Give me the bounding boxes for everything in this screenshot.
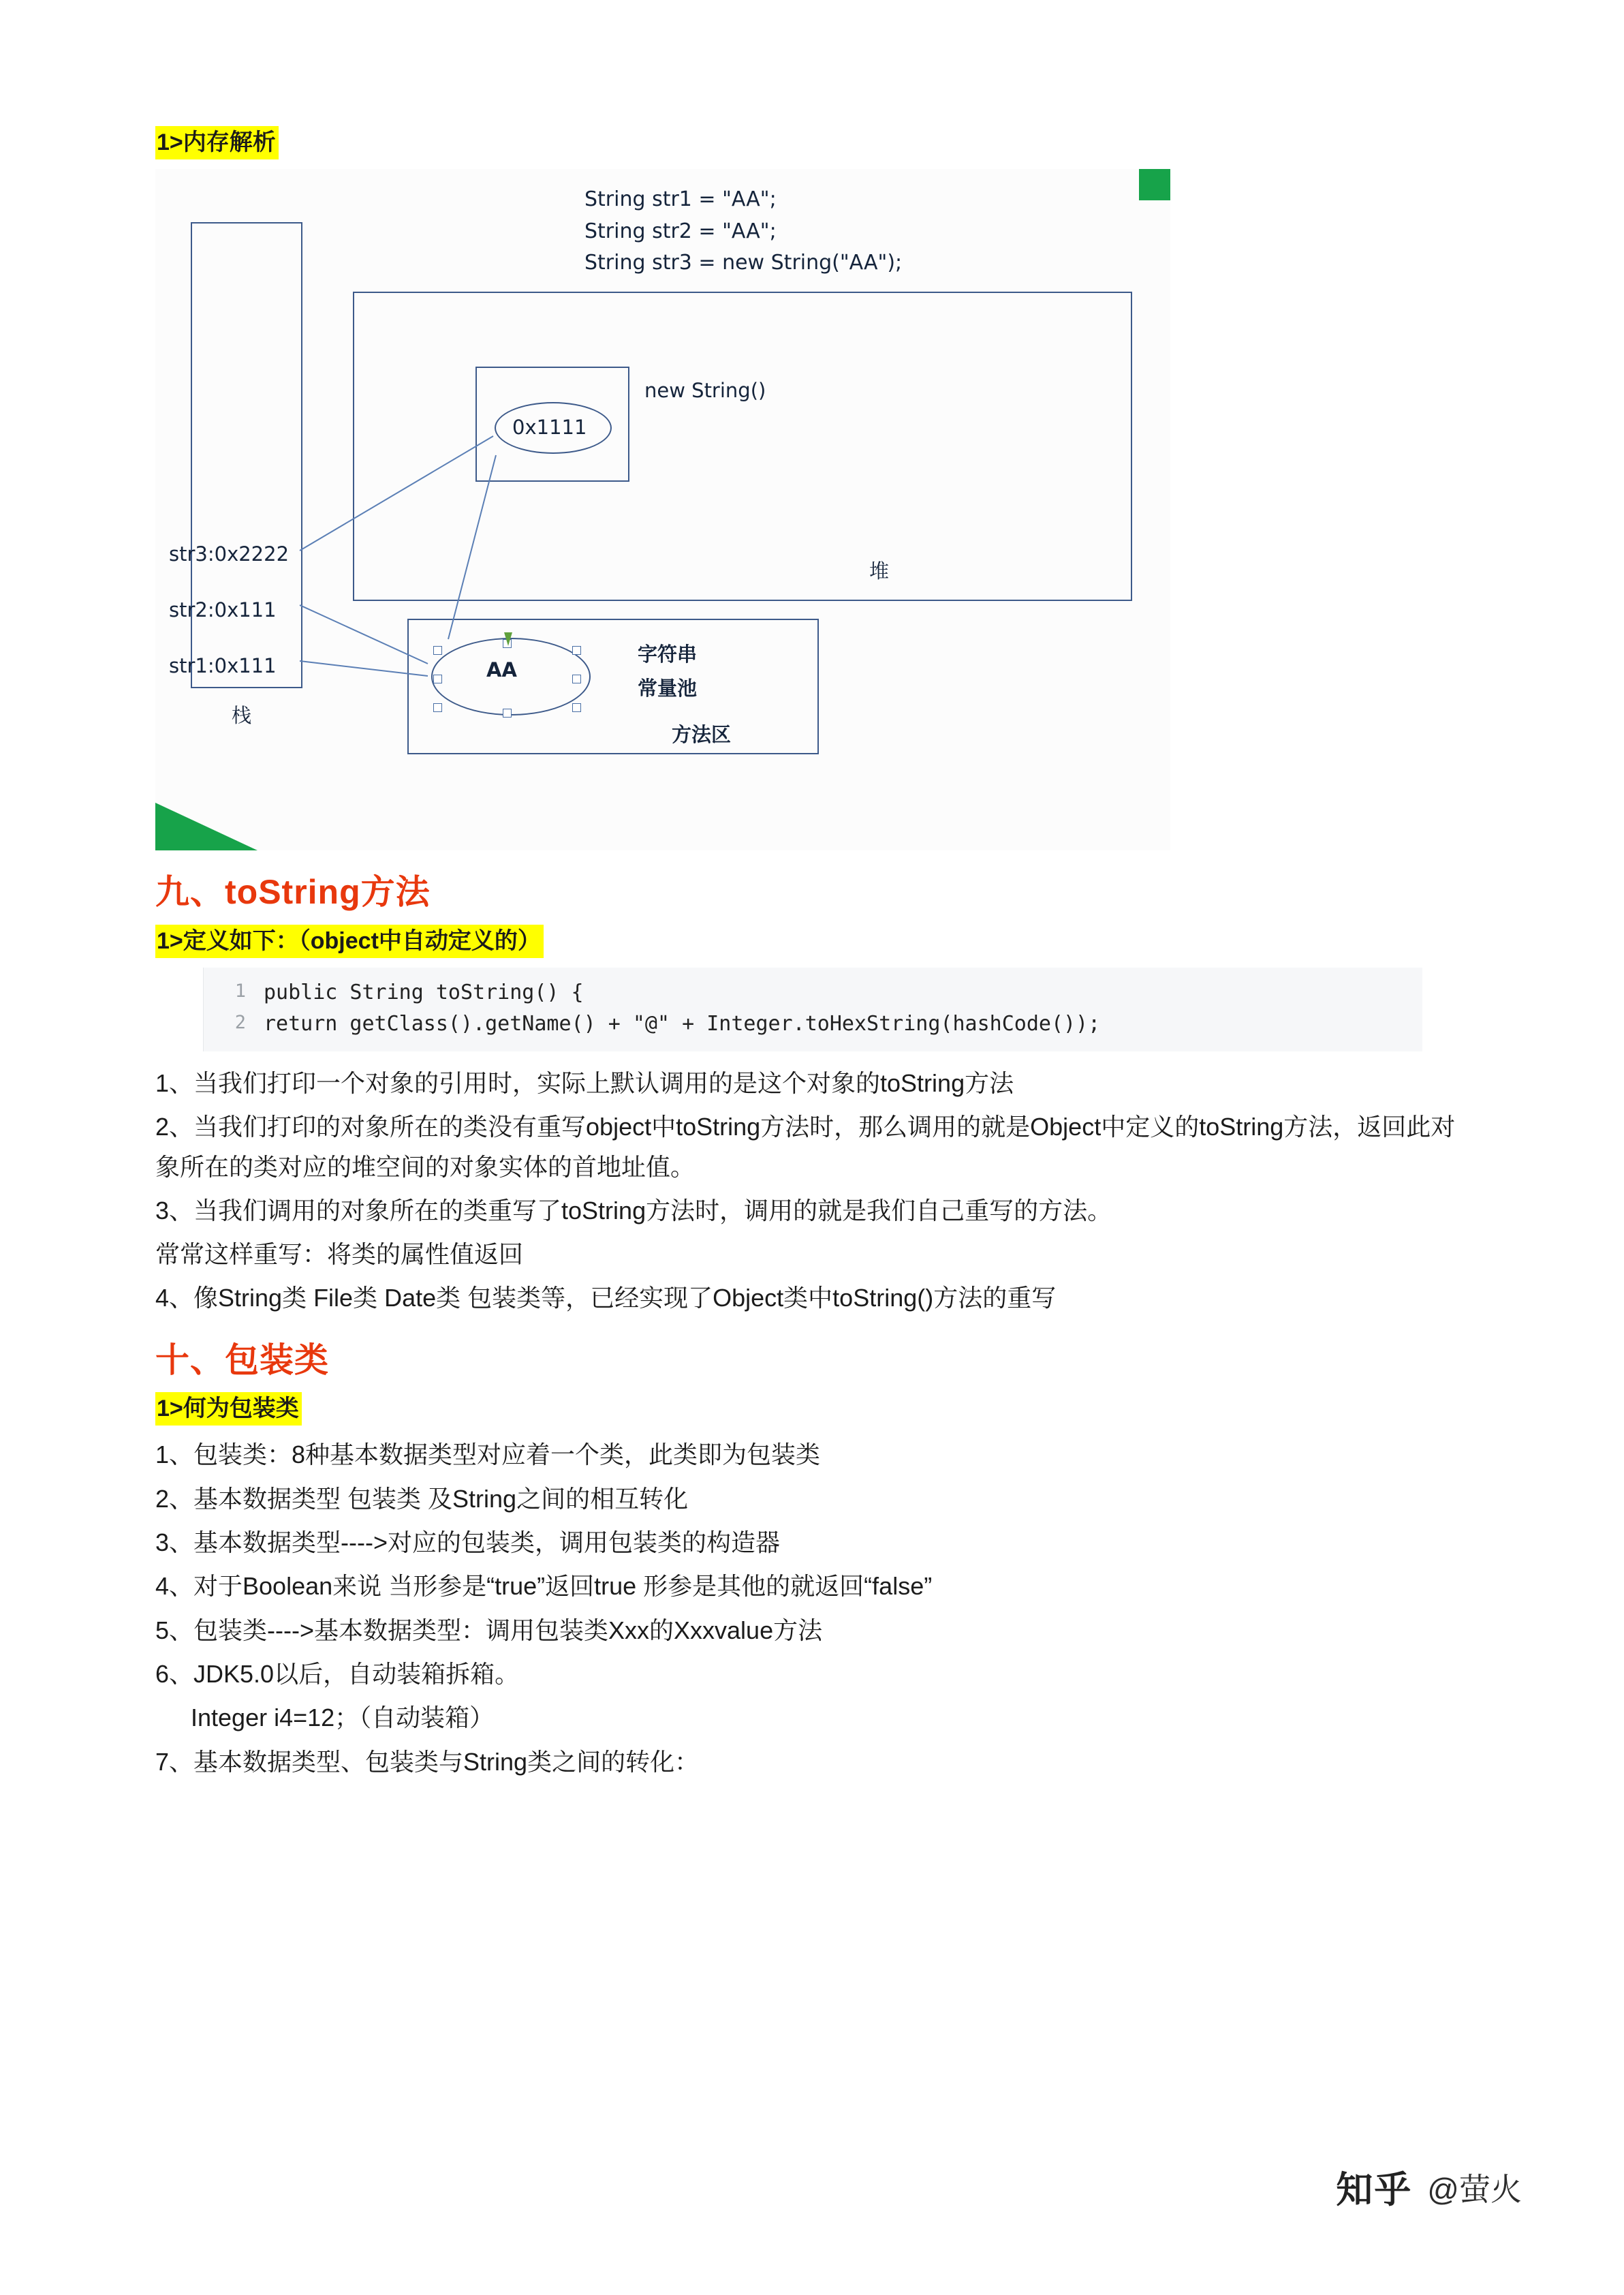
decor-corner-bottom-left [155,803,257,850]
selection-handle [503,709,512,718]
code-line [204,1008,1422,1041]
paragraph: 3、基本数据类型---->对应的包装类，调用包装类的构造器 [155,1528,780,1557]
str2-label: str2:0x111 [169,598,277,622]
zhihu-logo: 知乎 [1336,2170,1413,2211]
section-heading-wrapper-class: 十、包装类 [155,1340,329,1379]
selection-handle [433,703,442,712]
paragraph: 常常这样重写：将类的属性值返回 [155,1240,524,1269]
diagram-code-line-3: String str3 = new String("AA"); [584,251,903,275]
subheading-memory-analysis-wrap [155,126,1470,159]
paragraph: 4、对于Boolean来说 当形参是“true”返回true 形参是其他的就返回“false” [155,1572,933,1601]
new-string-label: new String() [644,379,766,403]
address-label: 0x1111 [512,416,587,440]
paragraph: 2、基本数据类型 包装类 及String之间的相互转化 [155,1484,689,1513]
watermark [1336,2161,1522,2213]
heap-box [353,292,1132,601]
code-line-number: 2 [234,1012,246,1034]
paragraph: Integer i4=12；（自动装箱） [191,1704,495,1732]
subheading-tostring-definition: 1>定义如下：（object中自动定义的） [155,925,544,958]
method-area-label: 方法区 [672,723,732,747]
heap-label: 堆 [869,559,890,583]
decor-corner-top-right [1139,169,1170,200]
code-line-text: public String toString() { [264,980,584,1004]
paragraph: 4、像String类 File类 Date类 包装类等，已经实现了Object类中toString()方法的重写 [155,1284,1057,1312]
subheading-tostring-definition-wrap [155,925,1470,958]
memory-diagram-figure [155,169,1170,850]
code-line-number: 1 [234,980,246,1002]
selection-handle [572,675,581,683]
memory-diagram-canvas [155,169,1170,850]
selection-handle [503,639,512,648]
code-line-text: return getClass().getName() + "@" + Integer.toHexString(hashCode()); [264,1012,1101,1036]
code-line [204,977,1422,1009]
pool-value-label: AA [486,658,517,682]
tostring-code-block [203,968,1422,1051]
selection-handle [433,646,442,655]
paragraph: 1、当我们打印一个对象的引用时，实际上默认调用的是这个对象的toString方法 [155,1068,1014,1097]
pool-label-line2: 常量池 [638,677,698,700]
diagram-code-line-2: String str2 = "AA"; [584,219,777,243]
paragraph: 2、当我们打印的对象所在的类没有重写object中toString方法时，那么调用的就是Object中定义的toString方法，返回此对象所在的类对应的堆空间的对象实体的首地址值。 [155,1113,1456,1181]
paragraph: 3、当我们调用的对象所在的类重写了toString方法时，调用的就是我们自己重写的方法。 [155,1196,1112,1224]
paragraph: 1、包装类：8种基本数据类型对应着一个类，此类即为包装类 [155,1441,821,1469]
stack-label: 栈 [232,704,252,728]
watermark-username: @萤火 [1427,2171,1522,2207]
paragraph: 6、JDK5.0以后，自动装箱拆箱。 [155,1660,520,1688]
pool-label-line1: 字符串 [638,643,698,666]
selection-handle [572,703,581,712]
paragraph: 5、包装类---->基本数据类型：调用包装类Xxx的Xxxvalue方法 [155,1616,823,1644]
str1-label: str1:0x111 [169,654,277,678]
str3-label: str3:0x2222 [169,542,290,566]
paragraph: 7、基本数据类型、包装类与String类之间的转化： [155,1747,700,1776]
selection-handle [572,646,581,655]
selection-handle [433,675,442,683]
subheading-what-is-wrapper-wrap [155,1392,1470,1426]
section-heading-tostring: 九、toString方法 [155,873,431,912]
document-content [155,126,1470,1786]
diagram-code-snippet [584,184,902,279]
diagram-code-line-1: String str1 = "AA"; [584,187,777,212]
subheading-memory-analysis: 1>内存解析 [155,126,279,159]
subheading-what-is-wrapper: 1>何为包装类 [155,1392,302,1426]
